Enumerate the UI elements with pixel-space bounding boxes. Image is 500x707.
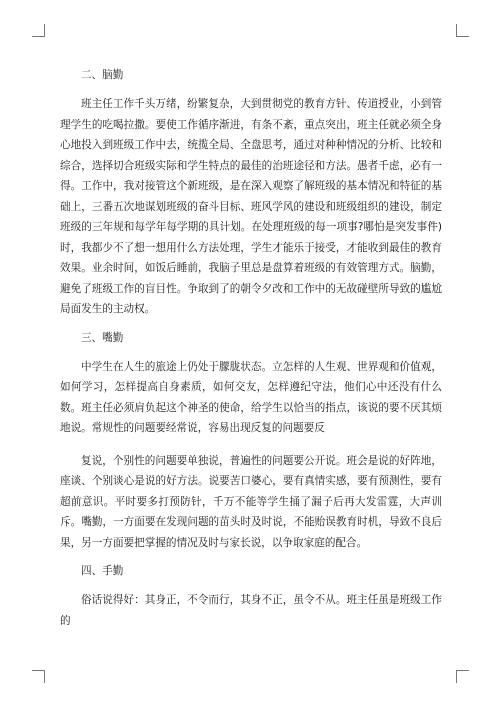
paragraph: 复说，个别性的问题要单独说，普遍性的问题要公开说。班会是说的好阵地，座谈、个别谈心是说的好方法。说要苦口婆心，要有真情实感，要有预测性，要有超前意识。平时要多打预防针，千万不能等学生捅了漏子后再大发雷霆，大声训斥。嘴勤，一方面要在发现问题的苗头时及时说，不能贻误教育时机，导致不良后果，另一方面要把掌握的情况及时与家长说，以争取家庭的配合。 — [60, 454, 442, 549]
document-body — [60, 66, 442, 631]
crop-mark-top-right — [456, 24, 469, 37]
paragraph: 中学生在人生的旅途上仍处于朦胧状态。立怎样的人生观、世界观和价值观，如何学习，怎样提高自身素质，如何交友，怎样遵纪守法，他们心中还没有什么数。班主任必须肩负起这个神圣的使命，给学生以恰当的指点，该说的要不厌其烦地说。常规性的问题要经常说，容易出现反复的问题要反 — [60, 360, 442, 434]
section-heading: 三、嘴勤 — [81, 331, 124, 344]
section-heading: 二、脑勤 — [81, 69, 124, 81]
crop-mark-bottom-left — [32, 670, 45, 683]
crop-mark-top-left — [32, 24, 45, 37]
section-heading: 四、手勤 — [81, 565, 124, 577]
paragraph: 班主任工作千头万绪，纷繁复杂，大到贯彻党的教育方针、传道授业，小到管理学生的吃喝拉撒。要使工作循序渐进，有条不紊，重点突出，班主任就必须全身心地投入到班级工作中去，统揽全局、全盘思考，通过对种种情况的分析、比较和综合，选择切合班级实际和学生特点的最佳的治班途径和方法。愚者千虑，必有一得。工作中，我对接管这个新班级，是在深入观察了解班级的基本情况和特征的基础上，三番五次地谋划班级的奋斗目标、班风学风的建设和班级组织的建设，制定班级的三年规和每学年每学期的具计划。在处理班级的每一项事?哪怕是突发事件)时，我都少不了想一想用什么方法处理，学生才能乐于接受，才能收到最佳的教育效果。业余时间，如饭后睡前，我脑子里总是盘算着班级的有效管理方式。脑勤，避免了班级工作的盲目性。争取到了的朝令夕改和工作中的无故碰壁所导致的尴尬局面发生的主动权。 — [60, 98, 442, 315]
paragraph: 俗话说得好：其身正，不令而行，其身不正，虽令不从。班主任虽是班级工作的 — [60, 594, 442, 627]
crop-mark-bottom-right — [456, 670, 469, 683]
